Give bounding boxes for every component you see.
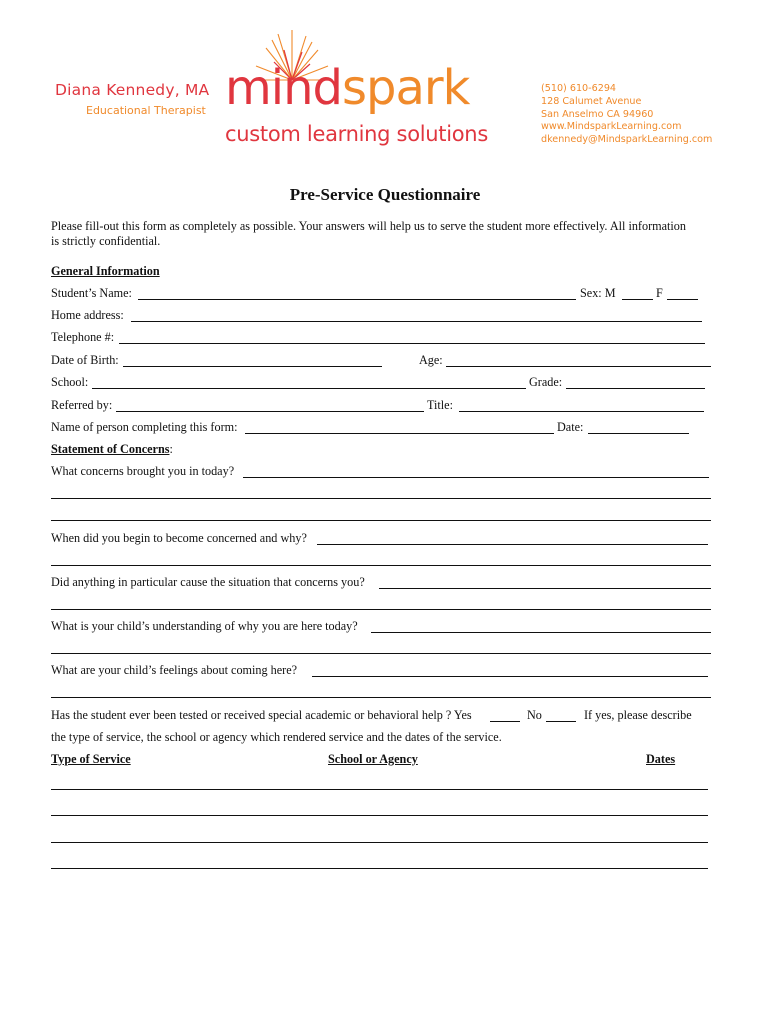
intro-text: Please fill-out this form as completely as possible. Your answers will help us to serve the student more effectively. All information is strictly confidential. bbox=[51, 219, 686, 248]
answer-child-feelings-line-2[interactable] bbox=[51, 697, 711, 698]
student-name-label: Student’s Name: bbox=[51, 286, 132, 300]
concerns-heading: Statement of Concerns bbox=[51, 442, 170, 456]
dob-field[interactable] bbox=[123, 366, 382, 367]
col-dates: Dates bbox=[646, 752, 676, 766]
school-label: School: bbox=[51, 375, 89, 389]
dob-label: Date of Birth: bbox=[51, 353, 119, 367]
grade-label: Grade: bbox=[529, 375, 563, 389]
col-type-of-service: Type of Service bbox=[51, 752, 131, 766]
concerns-heading-row bbox=[51, 442, 173, 457]
title-label: Title: bbox=[427, 398, 453, 412]
mindspark-logo bbox=[225, 60, 469, 116]
tested-no-label: No bbox=[527, 708, 542, 722]
logo-mind-text: mind bbox=[225, 60, 342, 116]
title-field[interactable] bbox=[459, 411, 704, 412]
completing-field[interactable] bbox=[245, 433, 554, 434]
question-tested-continued: the type of service, the school or agency which rendered service and the dates of the service. bbox=[51, 730, 502, 744]
contact-email: dkennedy@MindsparkLearning.com bbox=[541, 134, 713, 146]
sex-label: Sex: M bbox=[580, 286, 616, 300]
logo-spark-text: spark bbox=[341, 60, 470, 116]
sex-f-field[interactable] bbox=[667, 299, 698, 300]
logo-tagline: custom learning solutions bbox=[225, 122, 488, 146]
contact-street: 128 Calumet Avenue bbox=[541, 95, 642, 107]
telephone-field[interactable] bbox=[119, 343, 705, 344]
tested-no-field[interactable] bbox=[546, 721, 576, 722]
answer-child-feelings-line-1[interactable] bbox=[312, 676, 708, 677]
answer-when-concerned-line-2[interactable] bbox=[51, 565, 711, 566]
answer-child-understanding-line-2[interactable] bbox=[51, 653, 711, 654]
contact-city: San Anselmo CA 94960 bbox=[541, 108, 654, 120]
service-row-line-2[interactable] bbox=[51, 815, 708, 816]
question-child-understanding: What is your child’s understanding of why you are here today? bbox=[51, 619, 358, 633]
referred-by-field[interactable] bbox=[116, 411, 424, 412]
age-label: Age: bbox=[419, 353, 443, 367]
age-field[interactable] bbox=[446, 366, 711, 367]
question-child-feelings: What are your child’s feelings about coming here? bbox=[51, 663, 298, 677]
home-address-field[interactable] bbox=[131, 321, 702, 322]
question-cause: Did anything in particular cause the situation that concerns you? bbox=[51, 575, 365, 589]
answer-when-concerned-line-1[interactable] bbox=[317, 544, 708, 545]
service-row-line-1[interactable] bbox=[51, 789, 708, 790]
telephone-label: Telephone #: bbox=[51, 330, 115, 344]
home-address-label: Home address: bbox=[51, 308, 124, 322]
col-school-or-agency: School or Agency bbox=[328, 752, 418, 766]
referred-by-label: Referred by: bbox=[51, 398, 113, 412]
tested-describe-label: If yes, please describe bbox=[584, 708, 692, 722]
contact-block bbox=[541, 83, 712, 147]
contact-phone: (510) 610-6294 bbox=[541, 83, 617, 94]
general-info-heading: General Information bbox=[51, 264, 160, 278]
question-when-concerned: When did you begin to become concerned and why? bbox=[51, 531, 307, 545]
sex-f-label: F bbox=[656, 286, 663, 300]
service-row-line-3[interactable] bbox=[51, 842, 708, 843]
grade-field[interactable] bbox=[566, 388, 705, 389]
school-field[interactable] bbox=[92, 388, 526, 389]
therapist-name: Diana Kennedy, MA bbox=[55, 81, 210, 99]
tested-yes-field[interactable] bbox=[490, 721, 520, 722]
completing-label: Name of person completing this form: bbox=[51, 420, 238, 434]
page-title: Pre-Service Questionnaire bbox=[289, 185, 481, 204]
answer-concerns-line-2[interactable] bbox=[51, 498, 711, 499]
date-label: Date: bbox=[557, 420, 584, 434]
answer-child-understanding-line-1[interactable] bbox=[371, 632, 711, 633]
date-field[interactable] bbox=[588, 433, 689, 434]
contact-website: www.MindsparkLearning.com bbox=[541, 121, 682, 133]
answer-cause-line-1[interactable] bbox=[379, 588, 711, 589]
answer-concerns-line-1[interactable] bbox=[243, 477, 709, 478]
student-name-field[interactable] bbox=[138, 299, 576, 300]
concerns-colon: : bbox=[169, 442, 173, 456]
answer-concerns-line-3[interactable] bbox=[51, 520, 711, 521]
question-tested: Has the student ever been tested or received special academic or behavioral help ? Yes bbox=[51, 708, 472, 722]
answer-cause-line-2[interactable] bbox=[51, 609, 711, 610]
service-row-line-4[interactable] bbox=[51, 868, 708, 869]
question-concerns: What concerns brought you in today? bbox=[51, 464, 235, 478]
therapist-role: Educational Therapist bbox=[86, 104, 206, 117]
sex-m-field[interactable] bbox=[622, 299, 653, 300]
